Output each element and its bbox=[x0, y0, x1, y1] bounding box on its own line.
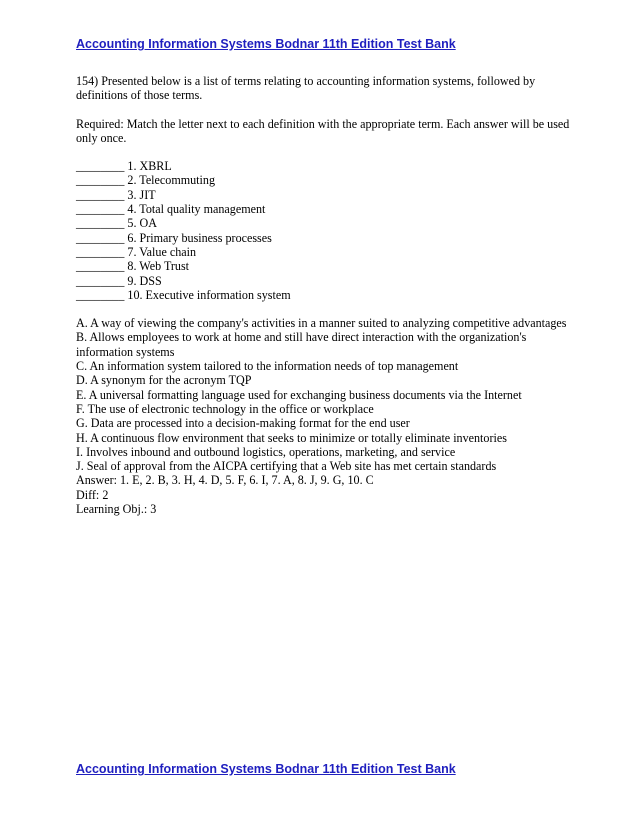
definition-item: H. A continuous flow environment that seeks to minimize or totally eliminate inventories bbox=[76, 430, 507, 445]
difficulty-line: Diff: 2 bbox=[76, 487, 109, 502]
term-item: ________ 2. Telecommuting bbox=[76, 173, 216, 188]
definition-item: B. Allows employees to work at home and still have direct interaction with the organization's information systems bbox=[76, 330, 527, 359]
definition-item: J. Seal of approval from the AICPA certifying that a Web site has met certain standards bbox=[76, 459, 497, 474]
definition-item: C. An information system tailored to the information needs of top management bbox=[76, 359, 459, 374]
term-item: ________ 9. DSS bbox=[76, 273, 162, 288]
question-intro: 154) Presented below is a list of terms relating to accounting information systems, followed by definitions of those terms. bbox=[76, 74, 536, 103]
term-item: ________ 5. OA bbox=[76, 216, 157, 231]
footer-title-link[interactable]: Accounting Information Systems Bodnar 11th Edition Test Bank bbox=[76, 762, 456, 776]
definitions-list bbox=[76, 316, 576, 473]
answer-line: Answer: 1. E, 2. B, 3. H, 4. D, 5. F, 6. I, 7. A, 8. J, 9. G, 10. C bbox=[76, 473, 374, 488]
term-item: ________ 4. Total quality management bbox=[76, 202, 266, 217]
question-content bbox=[76, 74, 576, 516]
definition-item: D. A synonym for the acronym TQP bbox=[76, 373, 252, 388]
definition-item: A. A way of viewing the company's activities in a manner suited to analyzing competitive advantages bbox=[76, 316, 567, 331]
term-item: ________ 3. JIT bbox=[76, 187, 156, 202]
term-item: ________ 6. Primary business processes bbox=[76, 230, 272, 245]
term-item: ________ 8. Web Trust bbox=[76, 259, 190, 274]
definition-item: I. Involves inbound and outbound logistics, operations, marketing, and service bbox=[76, 444, 456, 459]
question-required: Required: Match the letter next to each definition with the appropriate term. Each answer will be used only once. bbox=[76, 116, 570, 145]
definition-item: G. Data are processed into a decision-making format for the end user bbox=[76, 416, 410, 431]
term-item: ________ 1. XBRL bbox=[76, 159, 172, 174]
learning-objective-line: Learning Obj.: 3 bbox=[76, 502, 157, 517]
terms-list bbox=[76, 159, 576, 302]
term-item: ________ 10. Executive information system bbox=[76, 287, 291, 302]
header-title-link[interactable]: Accounting Information Systems Bodnar 11th Edition Test Bank bbox=[76, 37, 456, 51]
term-item: ________ 7. Value chain bbox=[76, 244, 197, 259]
definition-item: F. The use of electronic technology in the office or workplace bbox=[76, 401, 374, 416]
definition-item: E. A universal formatting language used for exchanging business documents via the Internet bbox=[76, 387, 522, 402]
